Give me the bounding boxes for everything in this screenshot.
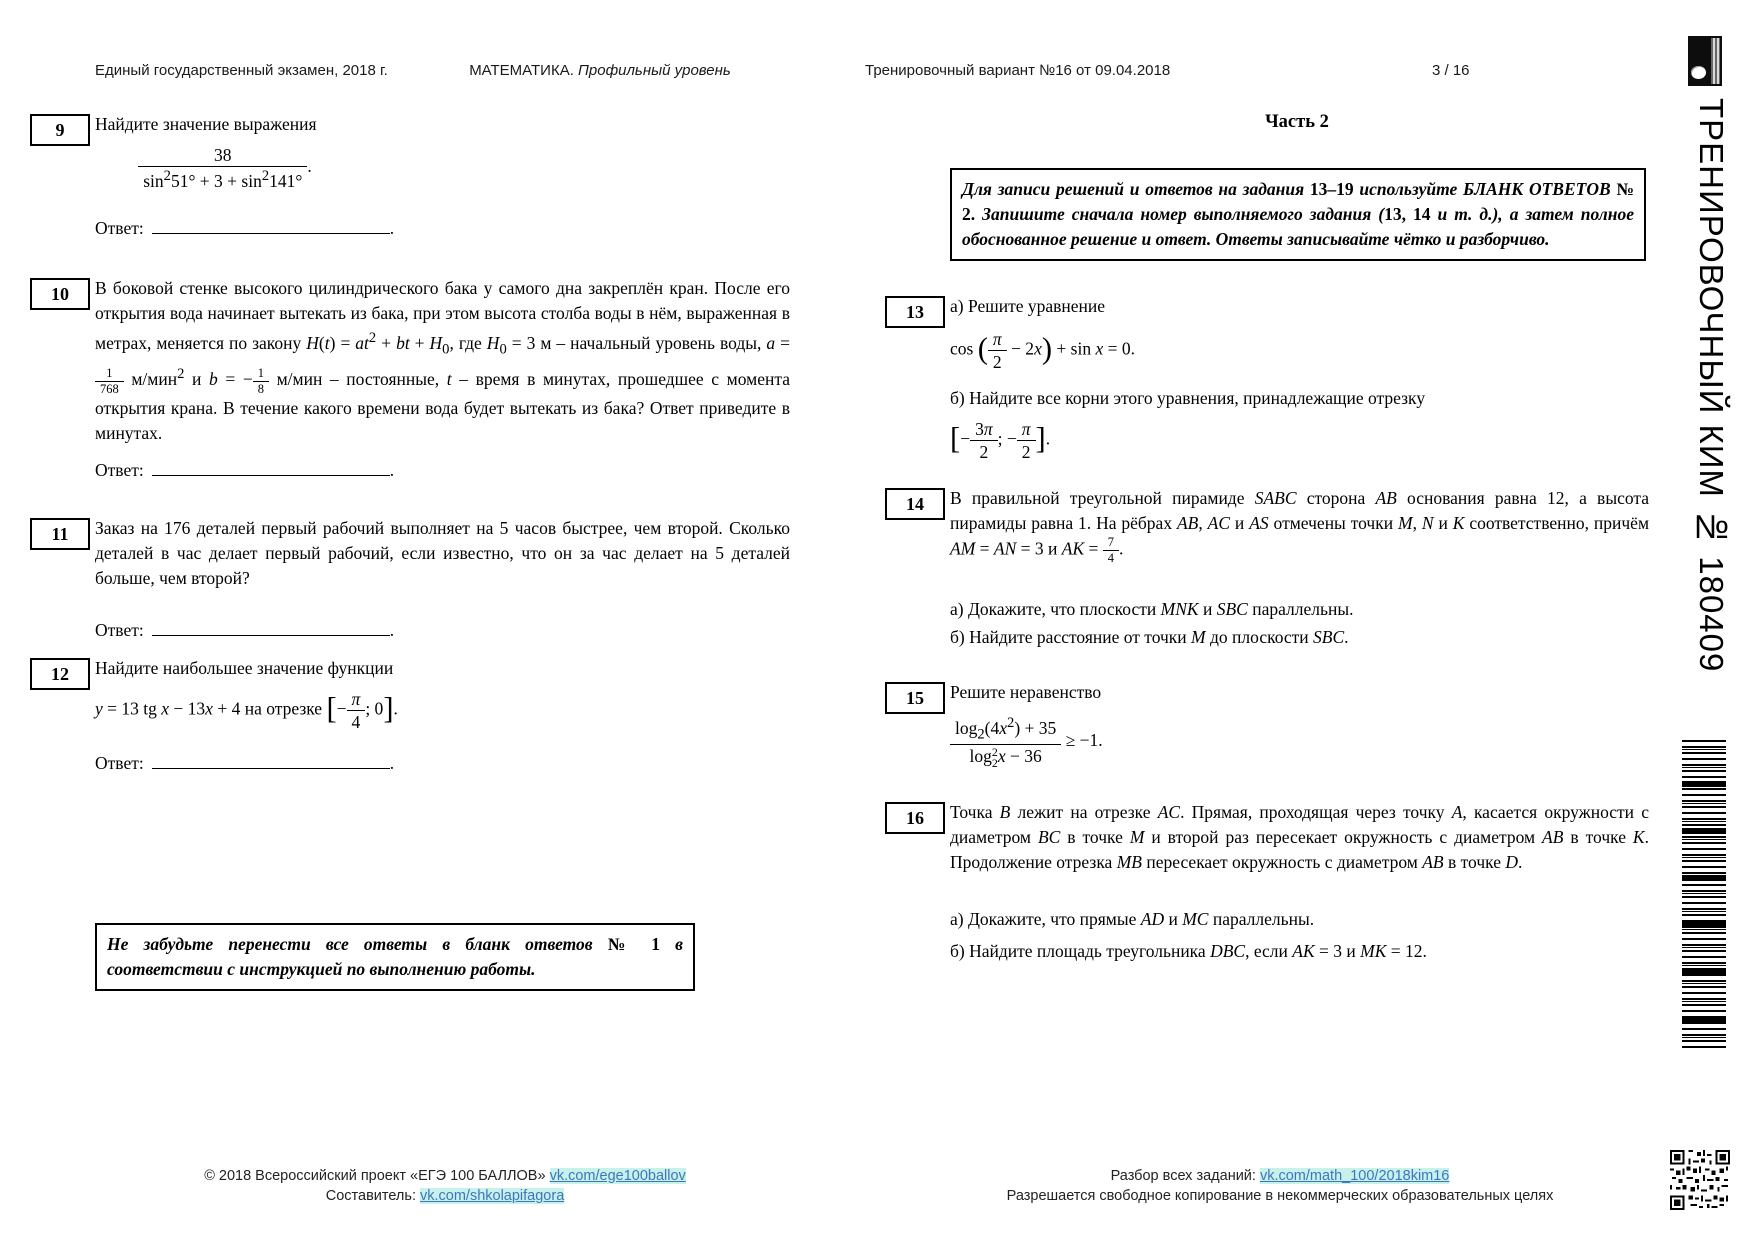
problem-11-number: 11: [30, 518, 90, 550]
header-variant: Тренировочный вариант №16 от 09.04.2018: [865, 62, 1171, 79]
problem-14-part-b: б) Найдите расстояние от точки M до плоскости SBC.: [950, 627, 1349, 648]
problem-14-text: В правильной треугольной пирамиде SABC сторона AB основания равна 12, а высота пирамиды равна 1. На рёбрах AB, AC и AS отмечены точки M, N и K соответственно, причём AM = AN = 3 и AK = $\frac{7}{4}$ .: [950, 488, 1650, 566]
problem-9-intro: Найдите значение выражения: [95, 114, 317, 134]
footer-author-text: Составитель:: [325, 1188, 420, 1204]
problem-16-number: 16: [885, 802, 945, 834]
footer-author-line: [95, 1186, 795, 1206]
problem-10: [30, 276, 790, 446]
barcode-icon: [1682, 740, 1726, 1048]
problem-10-number: 10: [30, 278, 90, 310]
footer-solutions-line: [950, 1166, 1610, 1186]
footer-right: [950, 1166, 1610, 1206]
note-transfer-answers-box: Не забудьте перенести все ответы в бланк ответов № 1 в соответствии с инструкцией по выполнению работы.: [95, 923, 695, 991]
footer-copyright-text: © 2018 Всероссийский проект «ЕГЭ 100 БАЛЛОВ»: [204, 1168, 550, 1184]
answer-blank-line: [152, 461, 390, 476]
problem-15-number: 15: [885, 682, 945, 714]
answer-blank-line: [152, 219, 390, 234]
problem-14: [885, 486, 1649, 651]
problem-12-intro: Найдите наибольшее значение функции: [95, 658, 394, 678]
problem-9-number: 9: [30, 114, 90, 146]
answer-blank-line: [152, 754, 390, 769]
answer-label: Ответ:: [95, 218, 144, 238]
kim-logo-stripe-icon: [1711, 38, 1720, 84]
problem-13: [885, 294, 1649, 463]
kim-vertical-label: ТРЕНИРОВОЧНЫЙ КИМ № 180409: [1693, 98, 1730, 673]
qr-code-icon: [1670, 1150, 1730, 1210]
problem-14-number: 14: [885, 488, 945, 520]
kim-logo-circle-icon: [1691, 66, 1706, 79]
problem-12-answer-row: [95, 753, 394, 774]
problem-9: [30, 112, 790, 191]
link-ege100ballov[interactable]: vk.com/ege100ballov: [549, 1168, 686, 1184]
link-shkolapifagora[interactable]: vk.com/shkolapifagora: [420, 1188, 565, 1204]
answer-label: Ответ:: [95, 460, 144, 480]
footer-left: [95, 1166, 795, 1206]
problem-16-text: Точка B лежит на отрезке AC. Прямая, проходящая через точку A, касается окружности с диаметром BC в точке M и второй раз пересекает окружность с диаметром AB в точке K. Продолжение отрезка MB пересекает окружность с диаметром AB в точке D.: [950, 802, 1649, 872]
answer-label: Ответ:: [95, 620, 144, 640]
problem-15-formula: $\log_2(4x^2) + 35$ log 2 2 x − 36 ≥ −1.: [950, 715, 1649, 769]
footer-solutions-text: Разбор всех заданий:: [1110, 1168, 1260, 1184]
problem-11-text: Заказ на 176 деталей первый рабочий выполняет на 5 часов быстрее, чем второй. Сколько деталей в час делает первый рабочий, если известно, что он за час делает на 5 деталей больше, чем второй?: [95, 518, 790, 588]
problem-15: [885, 680, 1649, 769]
part2-title: Часть 2: [1265, 112, 1329, 132]
problem-16-parts: [950, 905, 1649, 965]
problem-10-answer-row: [95, 460, 394, 481]
header-subject-title: МАТЕМАТИКА.: [469, 62, 574, 79]
problem-9-answer-row: [95, 218, 394, 239]
problem-12-number: 12: [30, 658, 90, 690]
problem-14-part-a: а) Докажите, что плоскости MNK и SBC параллельны.: [950, 599, 1354, 620]
answer-period: .: [389, 620, 395, 640]
problem-13-formula-b: [− $\frac{3\pi}{2}$ ; − $\frac{\pi}{2}$ ].: [950, 419, 1051, 463]
answer-blank-line: [152, 621, 390, 636]
footer-license-line: Разрешается свободное копирование в некоммерческих образовательных целях: [1006, 1188, 1554, 1204]
footer-copyright-line: [95, 1166, 795, 1186]
problem-15-intro: Решите неравенство: [950, 682, 1102, 702]
answer-period: .: [389, 753, 395, 773]
problem-11-answer-row: [95, 620, 394, 641]
problem-16-part-b: б) Найдите площадь треугольника DBC, если AK = 3 и MK = 12.: [950, 941, 1427, 961]
header-exam-name: Единый государственный экзамен, 2018 г.: [95, 62, 388, 79]
answer-period: .: [389, 460, 395, 480]
header-subject-level: Профильный уровень: [573, 62, 731, 79]
answer-label: Ответ:: [95, 753, 144, 773]
problem-11: [30, 516, 790, 591]
problem-12: [30, 656, 790, 732]
problem-12-formula: y = 13 tg x − 13x + 4 на отрезке [− $\frac{\pi}{4}$ ; 0].: [95, 689, 398, 733]
problem-13-number: 13: [885, 296, 945, 328]
problem-16: [885, 800, 1649, 965]
kim-logo: [1688, 36, 1722, 86]
problem-10-text: В боковой стенке высокого цилиндрического бака у самого дна закреплён кран. После его открытия вода начинает вытекать из бака, при этом высота столба воды в нём, выраженная в метрах, меняется по закону $H(t) = at^2$ + bt + $H_0$, где $H_0 = 3$ м – начальный уровень воды, a = $\frac{1}{768}$ м/мин$^2$ и b = − $\frac{1}{8}$ м/мин – постоянные, t – время в минутах, прошедшее с момента открытия крана. В течение какого времени вода будет вытекать из бака? Ответ приведите в минутах.: [95, 278, 790, 443]
header-subject: [400, 62, 800, 79]
problem-16-part-a: а) Докажите, что прямые AD и MC параллельны.: [950, 909, 1315, 929]
part2-instruction-box: Для записи решений и ответов на задания 13–19 используйте БЛАНК ОТВЕТОВ № 2. Запишите сначала номер выполняемого задания (13, 14 и т. д.), а затем полное обоснованное решение и ответ. Ответы записывайте чётко и разборчиво.: [950, 168, 1646, 261]
problem-13-part-b: б) Найдите все корни этого уравнения, принадлежащие отрезку: [950, 388, 1426, 409]
header-page-number: 3 / 16: [1432, 62, 1470, 79]
problem-13-part-a: а) Решите уравнение: [950, 296, 1106, 316]
problem-9-formula: $\frac{38}{\sin^251^\circ + 3 + \sin^2141^\circ}$ .: [95, 145, 355, 191]
link-math100-kim16[interactable]: vk.com/math_100/2018kim16: [1259, 1168, 1450, 1184]
problem-13-formula-a: cos ( $\frac{\pi}{2}$ − 2x) + sin x = 0.: [950, 329, 1135, 373]
problem-14-parts: [950, 595, 1649, 651]
answer-period: .: [389, 218, 395, 238]
